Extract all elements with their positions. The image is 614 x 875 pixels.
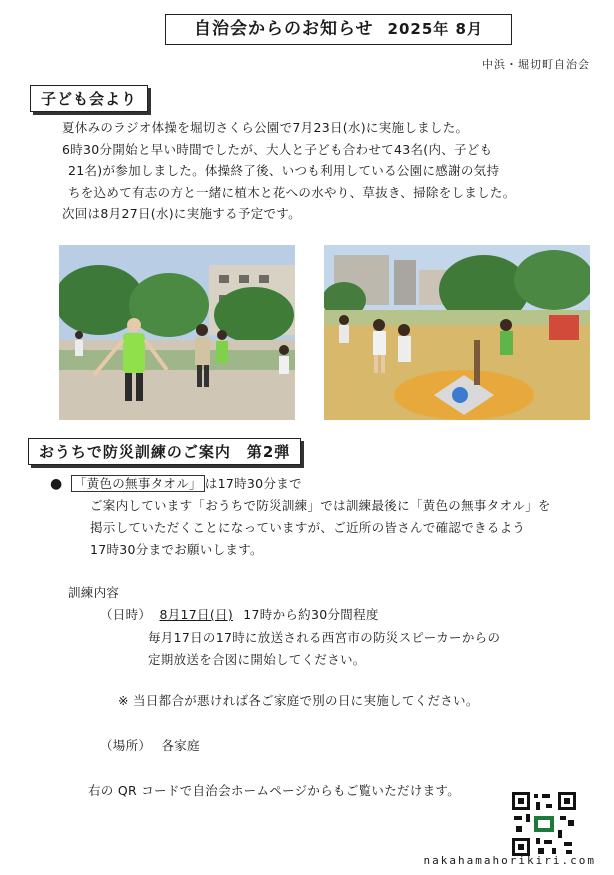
qr-code-image [510,790,578,858]
towel-desc-line: 掲示していただくことになっていますが、ご近所の皆さんで確認できるよう [90,520,526,535]
park-cleanup-photo [324,245,590,420]
drill-place [100,735,200,757]
towel-desc-line: 17時30分までお願いします。 [90,542,263,557]
datetime-detail-line: 毎月17日の17時に放送される西宮市の防災スピーカーからの [148,630,501,645]
photo-scene-right [324,245,590,420]
kids-line: 6時30分開始と早い時間でしたが、大人と子ども合わせて43名(内、子ども [62,141,493,157]
reschedule-note: ※ 当日都合が悪ければ各ご家庭で別の日に実施してください。 [118,693,479,708]
towel-description [90,495,600,561]
datetime-date: 8月17日(日) [159,607,233,622]
organization-name: 中浜・堀切町自治会 [482,58,590,71]
place-label: （場所） [100,738,152,753]
drill-datetime [100,604,379,626]
kids-line: ちを込めて有志の方と一緒に植木と花への水やり、草抜き、掃除をしました。 [68,184,516,200]
datetime-time: 17時から約30分間程度 [243,607,379,622]
kids-line: 21名)が参加しました。体操終了後、いつも利用している公園に感謝の気持 [68,163,500,178]
qr-code[interactable] [510,790,578,858]
website-url[interactable]: nakahamahorikiri.com [423,854,596,867]
datetime-detail-line: 定期放送を合図に開始してください。 [148,652,366,667]
section-heading-kids: 子ども会より [30,85,148,112]
towel-bullet [50,473,302,496]
drill-content-label: 訓練内容 [68,585,120,600]
section-heading-drill: おうちで防災訓練のご案内 第2弾 [28,438,301,465]
yellow-towel-highlight: 「黄色の無事タオル」 [71,475,205,492]
place-value: 各家庭 [161,738,200,753]
page-title [165,14,512,45]
title-text: 自治会からのお知らせ [194,19,374,39]
datetime-label: （日時） [100,607,152,622]
datetime-detail [148,627,598,671]
kids-line: 次回は8月27日(水)に実施する予定です。 [62,206,301,221]
towel-desc-line: ご案内しています「おうちで防災訓練」では訓練最後に「黄色の無事タオル」を [90,498,551,513]
park-exercise-photo [59,245,295,420]
kids-line: 夏休みのラジオ体操を堀切さくら公園で7月23日(水)に実施しました。 [62,120,469,135]
towel-deadline: は17時30分まで [204,476,302,491]
photo-scene-left [59,245,295,420]
kids-report-text [62,117,602,225]
qr-info-text: 右の QR コードで自治会ホームページからもご覧いただけます。 [88,783,461,798]
title-date: 2025年 8月 [387,20,483,38]
bullet-icon: ● [50,476,63,492]
